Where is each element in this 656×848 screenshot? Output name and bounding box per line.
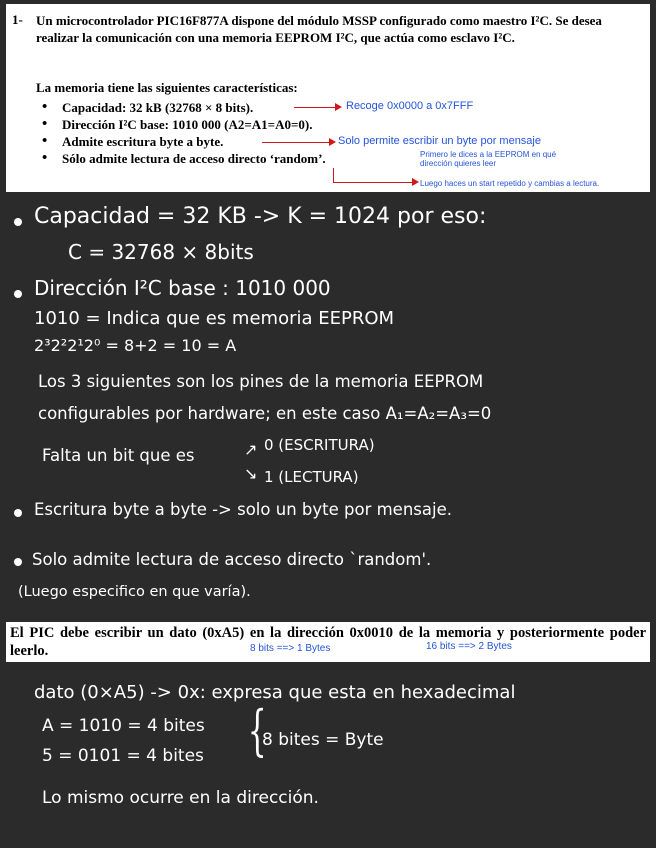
annotation-16bits: 16 bits ==> 2 Bytes [426, 641, 512, 652]
note-address: Dirección I²C base : 1010 000 [34, 276, 331, 300]
brace-icon: { [247, 699, 267, 762]
note-missing-bit: Falta un bit que es [42, 446, 195, 465]
arrow-down-icon: ↘ [244, 464, 258, 483]
note-capacity: Capacidad = 32 KB -> K = 1024 por eso: [34, 204, 487, 229]
bullet-address: • Dirección I²C base: 1010 000 (A2=A1=A0=0). [62, 117, 312, 133]
note-8bits-byte: 8 bites = Byte [262, 730, 384, 750]
annotation-capacity: Recoge 0x0000 a 0x7FFF [346, 100, 474, 112]
annotation-read-3: Luego haces un start repetido y cambias a lectura. [420, 179, 600, 188]
annotation-8bits: 8 bits ==> 1 Bytes [250, 643, 331, 654]
note-a-bits: A = 1010 = 4 bites [42, 716, 205, 736]
bullet-dot [14, 290, 22, 298]
annotation-write: Solo permite escribir un byte por mensaje [338, 135, 541, 147]
note-same-address: Lo mismo ocurre en la dirección. [42, 788, 319, 808]
arrow-capacity-head [335, 103, 342, 111]
note-capacity-calc: C = 32768 × 8bits [68, 240, 254, 264]
second-question-panel [6, 622, 650, 662]
note-three-pins: Los 3 siguientes son los pines de la memoria EEPROM [38, 372, 484, 391]
arrow-capacity-line [294, 107, 336, 108]
note-powers: 2³2²2¹2⁰ = 8+2 = 10 = A [34, 336, 237, 355]
bullet-dot [14, 509, 22, 517]
note-1010: 1010 = Indica que es memoria EEPROM [34, 308, 395, 329]
annotation-read-1: Primero le dices a la EEPROM en qué [420, 150, 557, 159]
bullet-dot [14, 558, 22, 566]
note-dato: dato (0×A5) -> 0x: expresa que esta en hexadecimal [34, 682, 516, 703]
problem-number: 1- [12, 12, 23, 27]
arrow-read-line [333, 182, 413, 183]
note-read-bit: 1 (LECTURA) [264, 468, 359, 486]
arrow-read-vertical [333, 168, 334, 182]
note-read-random: Solo admite lectura de acceso directo `random'. [32, 550, 432, 569]
second-question-text: El PIC debe escribir un dato (0xA5) en la dirección 0x0010 de la memoria y posteriormente poder leerlo. [10, 625, 646, 659]
arrow-write-head [329, 138, 336, 146]
note-write-byte: Escritura byte a byte -> solo un byte por mensaje. [34, 500, 452, 519]
characteristics-heading: La memoria tiene las siguientes características: [36, 80, 298, 95]
note-5-bits: 5 = 0101 = 4 bites [42, 746, 204, 766]
bullet-read: • Sólo admite lectura de acceso directo ‘random’. [62, 151, 326, 167]
note-write-bit: 0 (ESCRITURA) [264, 436, 375, 454]
note-later: (Luego especifico en que varía). [18, 584, 251, 600]
problem-statement-panel [6, 4, 650, 192]
arrow-read-head [412, 178, 419, 186]
bullet-write: • Admite escritura byte a byte. [62, 134, 223, 150]
arrow-up-icon: ↗ [244, 440, 258, 459]
note-configurable: configurables por hardware; en este caso A₁=A₂=A₃=0 [38, 404, 492, 423]
arrow-write-line [262, 142, 330, 143]
problem-question: Un microcontrolador PIC16F877A dispone del módulo MSSP configurado como maestro I²C. Se desea realizar la comunicación con una memoria EEPROM I²C, que actúa como esclavo I²C. [36, 13, 602, 45]
bullet-dot [14, 218, 22, 226]
bullet-capacity: • Capacidad: 32 kB (32768 × 8 bits). [62, 100, 253, 116]
annotation-read-2: dirección quieres leer [420, 159, 497, 168]
